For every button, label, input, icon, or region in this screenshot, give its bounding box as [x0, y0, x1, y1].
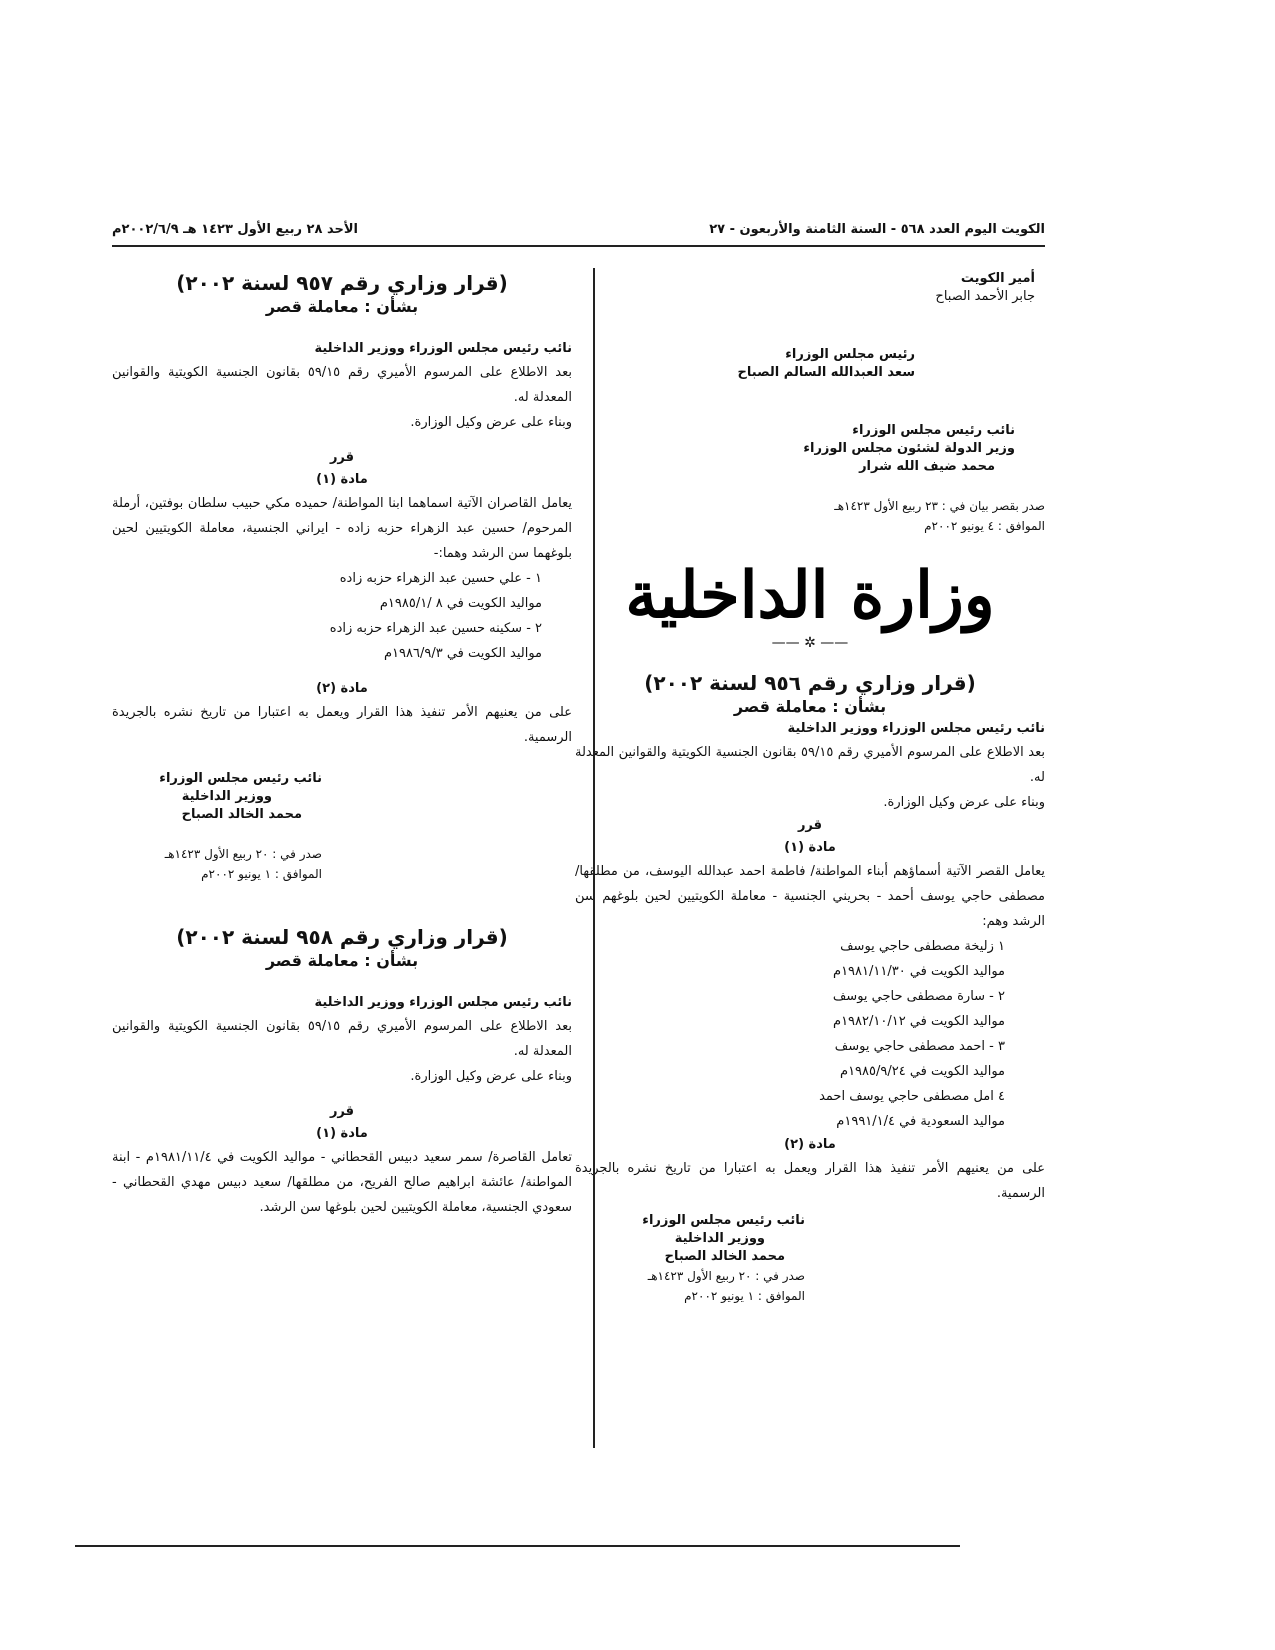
decision-issuer: نائب رئيس مجلس الوزراء ووزير الداخلية	[787, 721, 1045, 736]
article-1-text: يعامل القصر الآتية أسماؤهم أبناء المواطنة/ فاطمة احمد عبدالله اليوسف، من مطلقها/ مصطفى حاجي يوسف أحمد - بحريني الجنسية - معاملة الكويتيين لحين بلوغهم سن الرشد وهم:	[575, 864, 1045, 929]
signature-name: محمد الخالد الصباح	[181, 807, 302, 822]
list-item: ٣ - احمد مصطفى حاجي يوسف	[834, 1039, 1005, 1054]
issue-date: صدر في : ٢٠ ربيع الأول ١٤٢٣هـ	[164, 847, 322, 861]
decision-958	[112, 924, 572, 1220]
decision-preamble-2: وبناء على عرض وكيل الوزارة.	[410, 1069, 572, 1084]
signature-title: أمير الكويت	[960, 271, 1035, 286]
signature-name: سعد العبدالله السالم الصباح	[737, 365, 915, 380]
decision-preamble-2: وبناء على عرض وكيل الوزارة.	[883, 795, 1045, 810]
corresponding-date: الموافق : ١ يونيو ٢٠٠٢م	[201, 867, 322, 881]
article-2-heading: مادة (٢)	[784, 1137, 836, 1152]
article-1-heading: مادة (١)	[784, 840, 836, 855]
article-1-heading: مادة (١)	[316, 472, 368, 487]
signature-name: محمد ضيف الله شرار	[859, 459, 995, 474]
corresponding-date: الموافق : ٤ يونيو ٢٠٠٢م	[924, 519, 1045, 533]
list-item: ٤ امل مصطفى حاجي يوسف احمد	[819, 1089, 1005, 1104]
list-item: ١ زليخة مصطفى حاجي يوسف	[840, 939, 1005, 954]
list-item-birth: مواليد الكويت في ١٩٨٢/١٠/١٢م	[833, 1014, 1005, 1029]
signature-name: جابر الأحمد الصباح	[935, 289, 1035, 304]
decision-preamble: بعد الاطلاع على المرسوم الأميري رقم ٥٩/١٥ بقانون الجنسية الكويتية والقوانين المعدلة له.	[575, 745, 1045, 785]
signature-title-2: وزير الدولة لشئون مجلس الوزراء	[803, 441, 1015, 456]
decision-preamble: بعد الاطلاع على المرسوم الأميري رقم ٥٩/١٥ بقانون الجنسية الكويتية والقوانين المعدلة له.	[112, 1019, 572, 1059]
page-header	[112, 222, 1045, 246]
decision-preamble: بعد الاطلاع على المرسوم الأميري رقم ٥٩/١٥ بقانون الجنسية الكويتية والقوانين المعدلة له.	[112, 365, 572, 405]
decision-title: (قرار وزاري رقم ٩٥٨ لسنة ٢٠٠٢)	[176, 925, 508, 949]
header-issue-info: الكويت اليوم العدد ٥٦٨ - السنة الثامنة والأربعون - ٢٧	[709, 222, 1045, 237]
list-item: ١ - علي حسين عبد الزهراء حزبه زاده	[339, 571, 542, 586]
signature-title: نائب رئيس مجلس الوزراء	[159, 771, 322, 786]
article-2-heading: مادة (٢)	[316, 681, 368, 696]
left-column	[112, 270, 572, 1220]
decision-issuer: نائب رئيس مجلس الوزراء ووزير الداخلية	[314, 995, 572, 1010]
signature-title-2: ووزير الداخلية	[674, 1231, 765, 1246]
signature-title: رئيس مجلس الوزراء	[785, 347, 915, 362]
signature-title-2: ووزير الداخلية	[181, 789, 272, 804]
ministry-of-interior-logo: وزارة الداخلية	[625, 558, 995, 633]
list-item-birth: مواليد الكويت في ٨ /١٩٨٥/١م	[379, 596, 542, 611]
decision-subject: بشأن : معاملة قصر	[265, 297, 419, 316]
signature-prime-minister	[575, 346, 915, 382]
article-1-text: يعامل القاصران الآتية اسماهما ابنا المواطنة/ حميده مكي حبيب سلطان بوفتين، أرملة المرحوم/ حسين عبد الزهراء حزبه زاده - ايراني الجنسية، معاملة الكويتيين لحين بلوغهما سن الرشد وهما:-	[112, 496, 572, 561]
list-item-birth: مواليد الكويت في ١٩٨١/١١/٣٠م	[833, 964, 1005, 979]
column-divider	[593, 268, 595, 1448]
decision-957	[112, 270, 572, 884]
decision-signature	[575, 1212, 805, 1266]
corresponding-date: الموافق : ١ يونيو ٢٠٠٢م	[684, 1289, 805, 1303]
signature-name: محمد الخالد الصباح	[664, 1249, 785, 1264]
decision-issuer: نائب رئيس مجلس الوزراء ووزير الداخلية	[314, 341, 572, 356]
minors-list	[112, 566, 542, 666]
decided-heading: قرر	[329, 450, 355, 465]
article-2-text: على من يعنيهم الأمر تنفيذ هذا القرار ويعمل به اعتبارا من تاريخ نشره بالجريدة الرسمية.	[575, 1161, 1045, 1201]
list-item-birth: مواليد الكويت في ١٩٨٦/٩/٣م	[383, 646, 542, 661]
signature-deputy-pm	[575, 422, 1015, 476]
minors-list	[575, 934, 1005, 1134]
list-item-birth: مواليد السعودية في ١٩٩١/١/٤م	[836, 1114, 1005, 1129]
decision-title: (قرار وزاري رقم ٩٥٧ لسنة ٢٠٠٢)	[176, 271, 508, 295]
signature-amir	[575, 270, 1035, 306]
footer-rule	[75, 1545, 960, 1547]
signature-title: نائب رئيس مجلس الوزراء	[642, 1213, 805, 1228]
decision-preamble-2: وبناء على عرض وكيل الوزارة.	[410, 415, 572, 430]
ornament-divider: —— ✲ ——	[771, 635, 849, 651]
list-item: ٢ - سارة مصطفى حاجي يوسف	[832, 989, 1005, 1004]
decision-title: (قرار وزاري رقم ٩٥٦ لسنة ٢٠٠٢)	[644, 671, 976, 695]
right-column	[575, 270, 1045, 1306]
article-1-text: تعامل القاصرة/ سمر سعيد دبيس القحطاني - مواليد الكويت في ١٩٨١/١١/٤م - ابنة المواطنة/ عائشة ابراهيم صالح الفريح، من مطلقها/ سعيد دبيس مهدي القحطاني - سعودي الجنسية، معاملة الكويتيين لحين بلوغها سن الرشد.	[112, 1150, 572, 1215]
article-1-heading: مادة (١)	[316, 1126, 368, 1141]
signature-title: نائب رئيس مجلس الوزراء	[852, 423, 1015, 438]
header-rule	[112, 245, 1045, 247]
decision-subject: بشأن : معاملة قصر	[733, 697, 887, 716]
decision-subject: بشأن : معاملة قصر	[265, 951, 419, 970]
issue-date: صدر في : ٢٠ ربيع الأول ١٤٢٣هـ	[647, 1269, 805, 1283]
decision-signature	[112, 770, 322, 824]
header-date: الأحد ٢٨ ربيع الأول ١٤٢٣ هـ ٢٠٠٢/٦/٩م	[112, 222, 358, 237]
article-2-text: على من يعنيهم الأمر تنفيذ هذا القرار ويعمل به اعتبارا من تاريخ نشره بالجريدة الرسمية.	[112, 705, 572, 745]
list-item-birth: مواليد الكويت في ١٩٨٥/٩/٢٤م	[840, 1064, 1005, 1079]
decided-heading: قرر	[797, 818, 823, 833]
decided-heading: قرر	[329, 1104, 355, 1119]
decision-956	[575, 670, 1045, 1306]
issue-place-date: صدر بقصر بيان في : ٢٣ ربيع الأول ١٤٢٣هـ	[834, 499, 1045, 513]
list-item: ٢ - سكينه حسين عبد الزهراء حزبه زاده	[329, 621, 542, 636]
